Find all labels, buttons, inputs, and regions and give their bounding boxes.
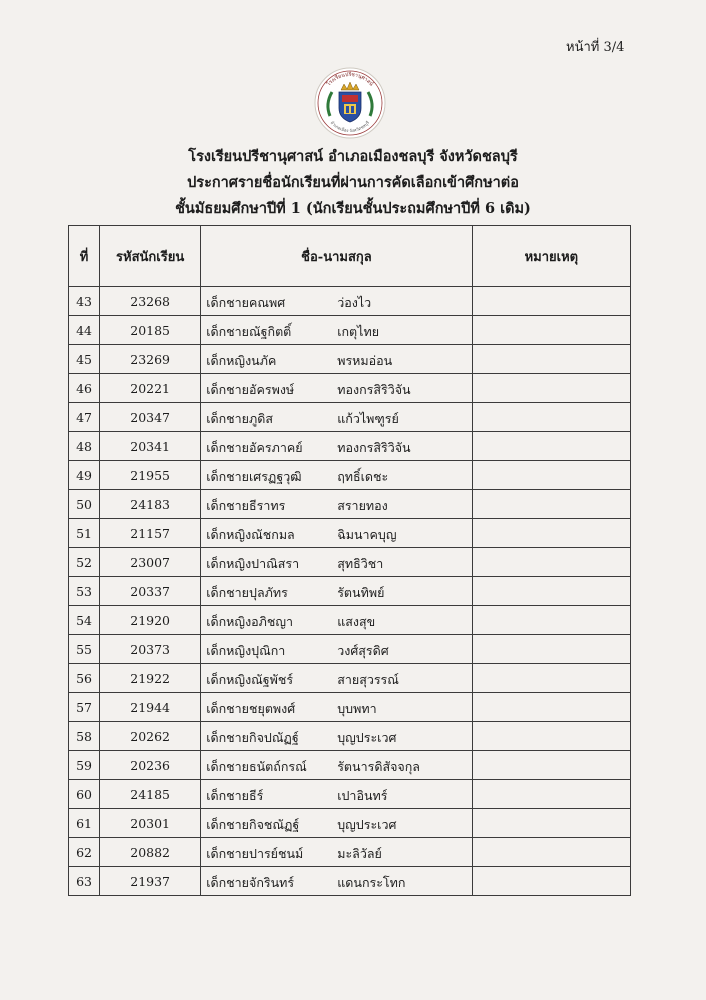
table-row [69, 693, 631, 722]
table-row [69, 809, 631, 838]
remark-cell [472, 722, 630, 751]
table-row [69, 519, 631, 548]
grade-level-line: ชั้นมัธยมศึกษาปีที่ 1 (นักเรียนชั้นประถมศึกษาปีที่ 6 เดิม) [175, 200, 531, 217]
table-row [69, 838, 631, 867]
student-first-name: เด็กหญิงณัชกมล [206, 527, 295, 542]
school-crest-icon [313, 66, 387, 140]
remark-cell [472, 461, 630, 490]
student-id-cell: 20347 [100, 403, 201, 432]
row-number-cell: 52 [69, 548, 100, 577]
student-name-cell [201, 316, 472, 345]
student-last-name: วงศ์สุรดิศ [337, 643, 389, 658]
row-number-cell: 49 [69, 461, 100, 490]
student-last-name: ทองกรสิริวิจัน [337, 382, 411, 397]
row-number-cell: 57 [69, 693, 100, 722]
table-row [69, 403, 631, 432]
row-number-cell: 46 [69, 374, 100, 403]
row-number-cell: 62 [69, 838, 100, 867]
student-first-name: เด็กชายเศรฏฐวุฒิ [206, 469, 302, 484]
page-number: หน้าที่ 3/4 [566, 40, 625, 55]
remark-cell [472, 403, 630, 432]
remark-cell [472, 316, 630, 345]
student-name-cell [201, 519, 472, 548]
table-row [69, 635, 631, 664]
student-name-cell [201, 490, 472, 519]
student-name-cell [201, 838, 472, 867]
student-name-cell [201, 664, 472, 693]
student-last-name: ฉิมนาคบุญ [337, 527, 397, 542]
row-number-cell: 59 [69, 751, 100, 780]
table-row [69, 867, 631, 896]
student-id-cell: 24185 [100, 780, 201, 809]
student-id-cell: 20341 [100, 432, 201, 461]
column-header-student-id: รหัสนักเรียน [100, 226, 201, 287]
student-id-cell: 21922 [100, 664, 201, 693]
table-row [69, 345, 631, 374]
student-last-name: บุญประเวศ [337, 730, 397, 745]
remark-cell [472, 345, 630, 374]
student-last-name: มะลิวัลย์ [337, 846, 382, 861]
student-id-cell: 23269 [100, 345, 201, 374]
remark-cell [472, 664, 630, 693]
student-name-cell [201, 635, 472, 664]
remark-cell [472, 287, 630, 316]
student-name-cell [201, 461, 472, 490]
student-name-cell [201, 345, 472, 374]
student-name-cell [201, 809, 472, 838]
column-header-full-name: ชื่อ-นามสกุล [201, 226, 472, 287]
table-row [69, 374, 631, 403]
student-name-cell [201, 403, 472, 432]
student-last-name: เกตุไทย [337, 324, 380, 339]
table-row [69, 577, 631, 606]
student-id-cell: 20373 [100, 635, 201, 664]
student-first-name: เด็กชายคณพศ [206, 295, 286, 310]
student-first-name: เด็กชายจักรินทร์ [206, 875, 295, 890]
student-name-cell [201, 693, 472, 722]
student-first-name: เด็กชายภูดิส [206, 411, 273, 426]
remark-cell [472, 838, 630, 867]
row-number-cell: 55 [69, 635, 100, 664]
row-number-cell: 63 [69, 867, 100, 896]
student-name-cell [201, 287, 472, 316]
logo-text-top: โรงเรียนปรีชานุศาสน์ [325, 71, 375, 88]
student-last-name: สุทธิวิชา [337, 556, 384, 571]
student-last-name: แก้วไพฑูรย์ [337, 411, 399, 426]
remark-cell [472, 432, 630, 461]
student-last-name: บุญประเวศ [337, 817, 397, 832]
student-first-name: เด็กชายกิจชณัฏฐ์ [206, 817, 300, 832]
student-name-cell [201, 722, 472, 751]
remark-cell [472, 548, 630, 577]
student-id-cell: 20185 [100, 316, 201, 345]
table-row [69, 432, 631, 461]
remark-cell [472, 577, 630, 606]
remark-cell [472, 751, 630, 780]
student-id-cell: 24183 [100, 490, 201, 519]
document-heading [0, 144, 706, 222]
row-number-cell: 44 [69, 316, 100, 345]
row-number-cell: 58 [69, 722, 100, 751]
student-first-name: เด็กหญิงณัฐพัชร์ [206, 672, 294, 687]
student-first-name: เด็กหญิงนภัค [206, 353, 277, 368]
announcement-title: ประกาศรายชื่อนักเรียนที่ผ่านการคัดเลือกเข้าศึกษาต่อ [187, 174, 519, 191]
school-logo [313, 66, 387, 140]
remark-cell [472, 635, 630, 664]
row-number-cell: 51 [69, 519, 100, 548]
student-id-cell: 20236 [100, 751, 201, 780]
student-last-name: ฤทธิ์เดชะ [337, 469, 389, 484]
row-number-cell: 47 [69, 403, 100, 432]
row-number-cell: 50 [69, 490, 100, 519]
student-id-cell: 20301 [100, 809, 201, 838]
table-row [69, 548, 631, 577]
row-number-cell: 45 [69, 345, 100, 374]
student-id-cell: 21157 [100, 519, 201, 548]
student-first-name: เด็กชายกิจปณัฏฐ์ [206, 730, 299, 745]
student-first-name: เด็กหญิงอภิชญา [206, 614, 294, 629]
student-name-cell [201, 606, 472, 635]
table-body [69, 287, 631, 896]
row-number-cell: 61 [69, 809, 100, 838]
student-name-cell [201, 577, 472, 606]
student-first-name: เด็กชายธีร์ [206, 788, 264, 803]
table-row [69, 461, 631, 490]
student-id-cell: 20262 [100, 722, 201, 751]
student-last-name: เปาอินทร์ [337, 788, 388, 803]
row-number-cell: 56 [69, 664, 100, 693]
student-name-cell [201, 374, 472, 403]
student-id-cell: 21944 [100, 693, 201, 722]
remark-cell [472, 519, 630, 548]
school-name-line: โรงเรียนปรีชานุศาสน์ อำเภอเมืองชลบุรี จังหวัดชลบุรี [188, 148, 518, 165]
row-number-cell: 43 [69, 287, 100, 316]
student-last-name: สายสุวรรณ์ [337, 672, 399, 687]
table-row [69, 490, 631, 519]
student-last-name: แดนกระโทก [337, 875, 406, 890]
remark-cell [472, 606, 630, 635]
student-last-name: ทองกรสิริวิจัน [337, 440, 411, 455]
student-id-cell: 20882 [100, 838, 201, 867]
student-name-cell [201, 751, 472, 780]
column-header-remarks: หมายเหตุ [472, 226, 630, 287]
student-id-cell: 20337 [100, 577, 201, 606]
table-row [69, 722, 631, 751]
remark-cell [472, 374, 630, 403]
student-last-name: พรหมอ่อน [337, 353, 393, 368]
student-id-cell: 21937 [100, 867, 201, 896]
student-last-name: สรายทอง [337, 498, 388, 513]
remark-cell [472, 490, 630, 519]
student-roster-table [68, 225, 631, 896]
student-last-name: ว่องไว [337, 295, 372, 310]
student-first-name: เด็กหญิงปาณิสรา [206, 556, 300, 571]
student-last-name: แสงสุข [337, 614, 376, 629]
remark-cell [472, 693, 630, 722]
row-number-cell: 53 [69, 577, 100, 606]
student-id-cell: 23007 [100, 548, 201, 577]
student-first-name: เด็กชายชยุตพงศ์ [206, 701, 296, 716]
table-header-row [69, 226, 631, 287]
column-header-number: ที่ [69, 226, 100, 287]
table-row [69, 287, 631, 316]
student-id-cell: 21920 [100, 606, 201, 635]
student-id-cell: 20221 [100, 374, 201, 403]
student-first-name: เด็กชายธีราทร [206, 498, 286, 513]
student-first-name: เด็กชายอัครภาคย์ [206, 440, 303, 455]
row-number-cell: 54 [69, 606, 100, 635]
student-last-name: รัตนารดิสัจจกุล [337, 759, 420, 774]
row-number-cell: 48 [69, 432, 100, 461]
student-first-name: เด็กชายอัครพงษ์ [206, 382, 295, 397]
student-first-name: เด็กชายปุลภัทร [206, 585, 288, 600]
student-last-name: รัตนทิพย์ [337, 585, 385, 600]
student-name-cell [201, 867, 472, 896]
student-id-cell: 23268 [100, 287, 201, 316]
student-first-name: เด็กหญิงปุณิกา [206, 643, 286, 658]
student-name-cell [201, 432, 472, 461]
student-name-cell [201, 780, 472, 809]
remark-cell [472, 867, 630, 896]
student-first-name: เด็กชายณัฐกิตติ์ [206, 324, 292, 339]
student-first-name: เด็กชายธนัตถ์กรณ์ [206, 759, 307, 774]
student-name-cell [201, 548, 472, 577]
table-row [69, 606, 631, 635]
student-id-cell: 21955 [100, 461, 201, 490]
table-row [69, 751, 631, 780]
remark-cell [472, 809, 630, 838]
remark-cell [472, 780, 630, 809]
logo-text-bottom: อำเภอเมือง จังหวัดชลบุรี [329, 119, 371, 134]
table-row [69, 664, 631, 693]
table-row [69, 780, 631, 809]
row-number-cell: 60 [69, 780, 100, 809]
student-first-name: เด็กชายปารย์ชนม์ [206, 846, 304, 861]
student-last-name: บุบพทา [337, 701, 377, 716]
table-row [69, 316, 631, 345]
